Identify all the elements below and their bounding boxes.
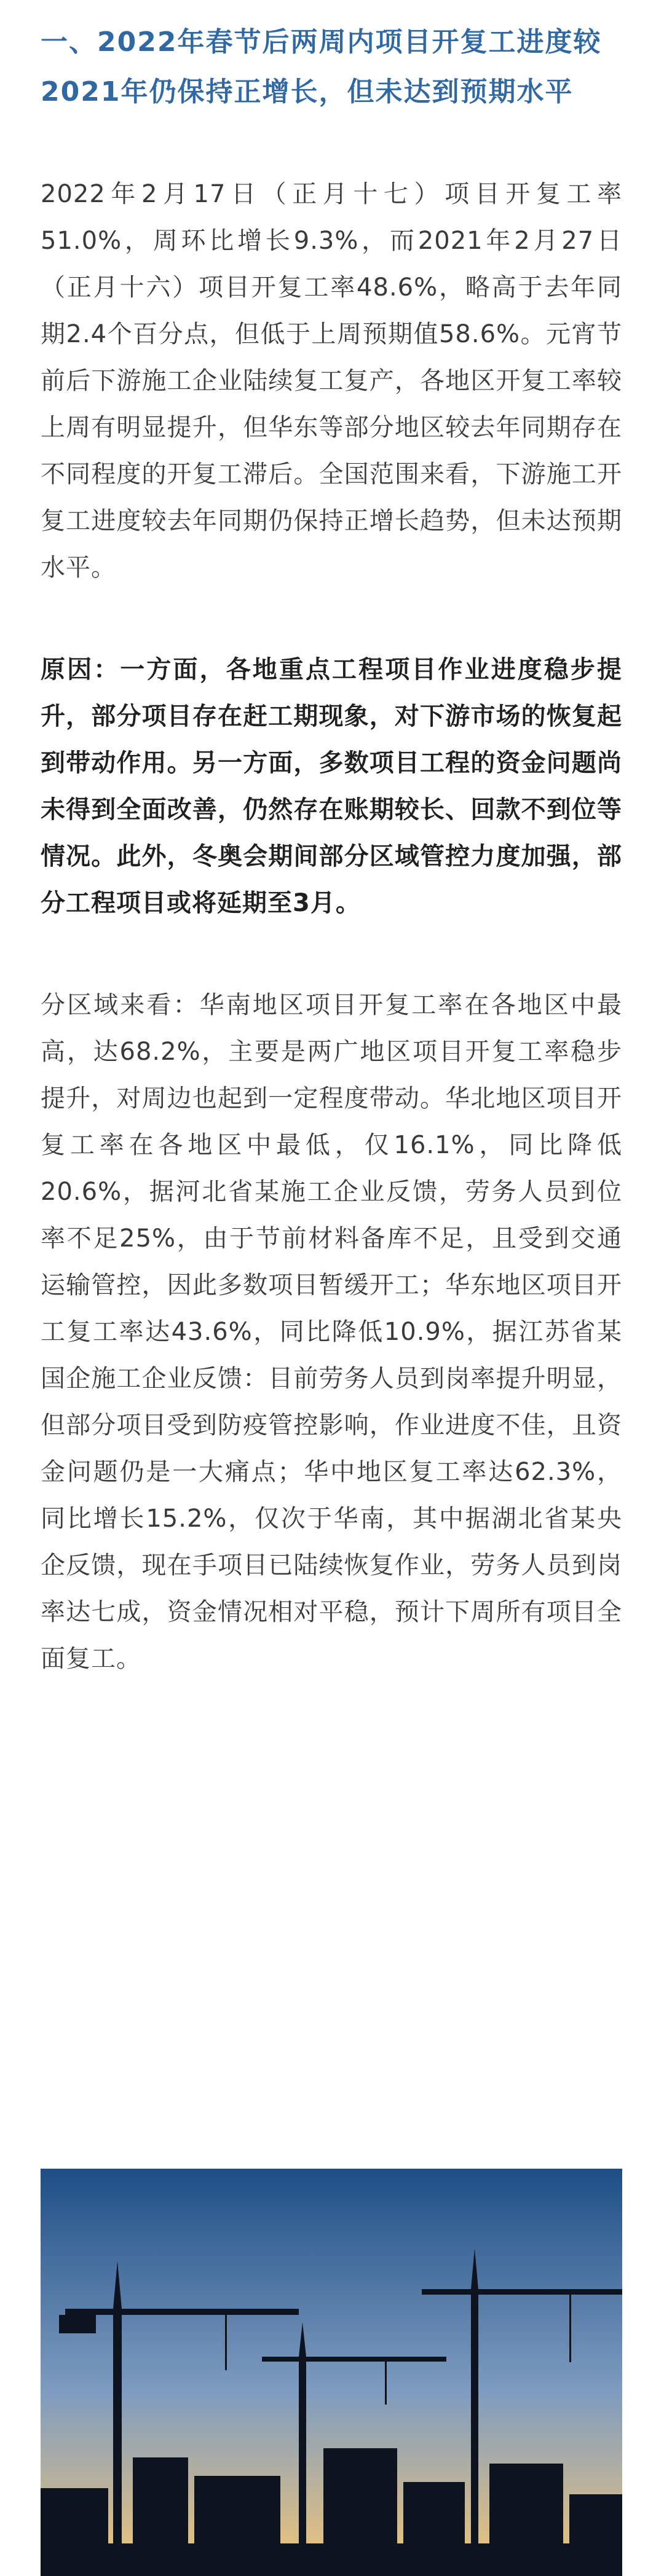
article <box>41 0 622 1682</box>
section-heading: 一、2022年春节后两周内项目开复工进度较2021年仍保持正增长，但未达到预期水平 <box>41 26 602 108</box>
paragraph-regional-analysis: 分区域来看：华南地区项目开复工率在各地区中最高，达68.2%，主要是两广地区项目开复工率稳步提升，对周边也起到一定程度带动。华北地区项目开复工率在各地区中最低，仅16.1%，同比降低20.6%，据河北省某施工企业反馈，劳务人员到位率不足25%，由于节前材料备库不足，且受到交通运输管控，因此多数项目暂缓开工；华东地区项目开工复工率达43.6%，同比降低10.9%，据江苏省某国企施工企业反馈：目前劳务人员到岗率提升明显，但部分项目受到防疫管控影响，作业进度不佳，且资金问题仍是一大痛点；华中地区复工率达62.3%，同比增长15.2%，仅次于华南，其中据湖北省某央企反馈，现在手项目已陆续恢复作业，劳务人员到岗率达七成，资金情况相对平稳，预计下周所有项目全面复工。 <box>41 991 622 1673</box>
paragraph-progress-summary: 2022年2月17日（正月十七）项目开复工率51.0%，周环比增长9.3%，而2021年2月27日（正月十六）项目开复工率48.6%，略高于去年同期2.4个百分点，但低于上周预期值58.6%。元宵节前后下游施工企业陆续复工复产，各地区开复工率较上周有明显提升，但华东等部分地区较去年同期存在不同程度的开复工滞后。全国范围来看，下游施工开复工进度较去年同期仍保持正增长趋势，但未达预期水平。 <box>41 180 622 582</box>
paragraph-reasons: 原因：一方面，各地重点工程项目作业进度稳步提升，部分项目存在赶工期现象，对下游市场的恢复起到带动作用。另一方面，多数项目工程的资金问题尚未得到全面改善，仍然存在账期较长、回款不到位等情况。此外，冬奥会期间部分区域管控力度加强，部分工程项目或将延期至3月。 <box>41 656 622 917</box>
crane-silhouette-illustration <box>41 2169 622 2576</box>
construction-cranes-photo <box>41 2169 622 2576</box>
